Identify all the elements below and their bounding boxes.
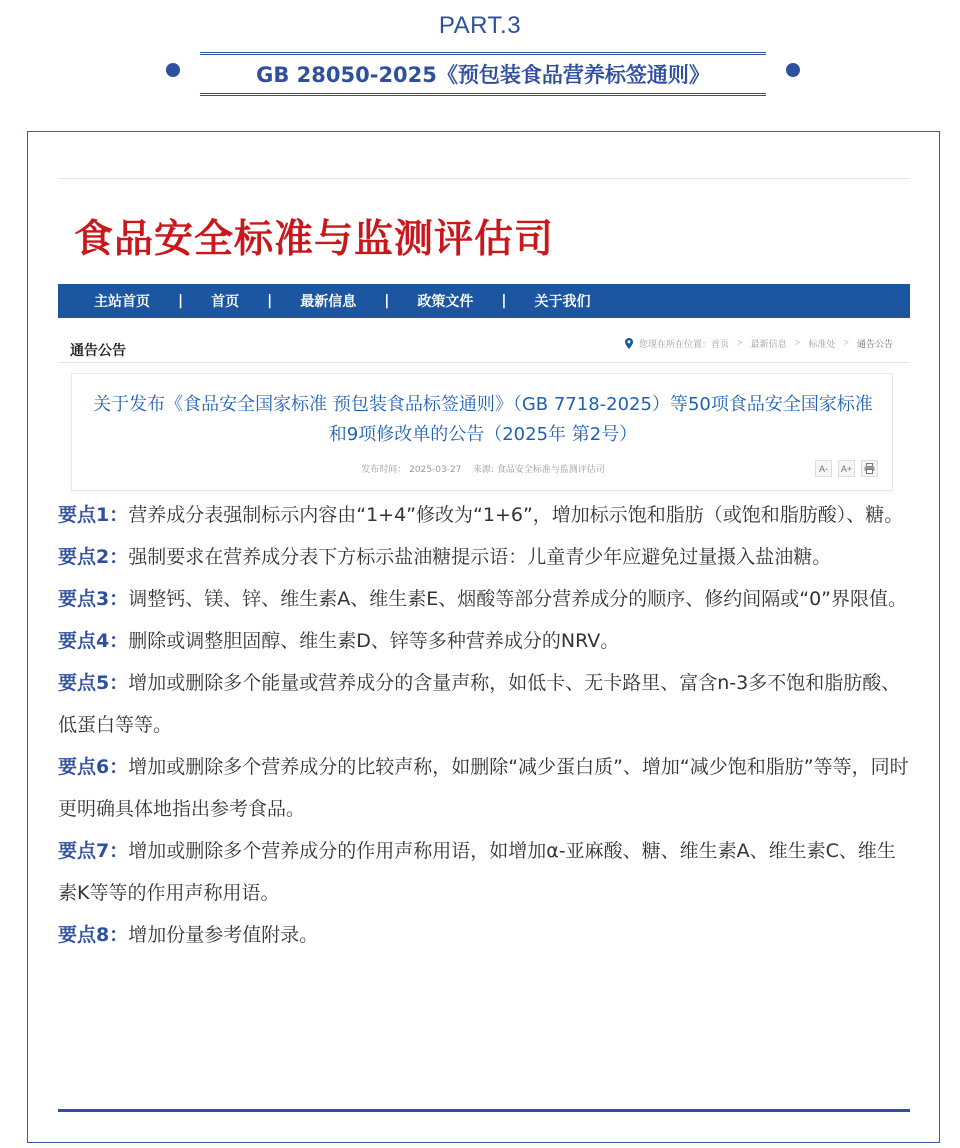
breadcrumb xyxy=(625,337,893,350)
font-increase-button[interactable]: A+ xyxy=(838,460,855,477)
publish-label: 发布时间： xyxy=(361,465,407,475)
breadcrumb-standards-dept[interactable]: 标准处 xyxy=(808,339,836,349)
key-point-label: 要点8： xyxy=(58,924,129,946)
article-tools xyxy=(815,460,878,477)
nav-separator: | xyxy=(384,293,390,309)
nav-item-about-us[interactable]: 关于我们 xyxy=(534,294,591,310)
source-label: 来源: xyxy=(472,465,494,475)
key-point xyxy=(58,536,914,578)
key-point-label: 要点7： xyxy=(58,840,129,862)
nav-item-main-site[interactable]: 主站首页 xyxy=(94,294,150,310)
bottom-divider xyxy=(58,1109,910,1112)
breadcrumb-prefix: 您现在所在位置： xyxy=(639,339,712,349)
nav-separator: | xyxy=(267,293,273,309)
key-point xyxy=(58,914,914,956)
bullet-dot-left xyxy=(166,63,180,77)
section-divider xyxy=(58,362,910,363)
key-point xyxy=(58,746,914,830)
key-point-label: 要点1： xyxy=(58,504,129,526)
breadcrumb-separator: > xyxy=(843,338,849,349)
standard-title-band xyxy=(200,52,766,96)
key-point xyxy=(58,494,914,536)
source-name: 食品安全标准与监测评估司 xyxy=(496,465,605,475)
part-label: PART.3 xyxy=(438,12,522,39)
publish-date: 2025-03-27 xyxy=(409,465,462,475)
nav-item-home[interactable]: 首页 xyxy=(211,294,240,310)
screenshot-top-divider xyxy=(58,178,910,179)
key-points-list xyxy=(58,494,914,956)
bullet-dot-right xyxy=(786,63,800,77)
key-point-label: 要点5： xyxy=(58,672,129,694)
key-point-label: 要点4： xyxy=(58,630,129,652)
key-point-label: 要点2： xyxy=(58,546,129,568)
site-title: 食品安全标准与监测评估司 xyxy=(74,217,555,262)
key-point-text: 删除或调整胆固醇、维生素D、锌等多种营养成分的NRV。 xyxy=(128,630,620,652)
print-button[interactable] xyxy=(861,460,878,477)
key-point-text: 增加或删除多个营养成分的作用声称用语，如增加α-亚麻酸、糖、维生素A、维生素C、维生素K等等的作用声称用语。 xyxy=(58,840,896,904)
nav-item-policy-docs[interactable]: 政策文件 xyxy=(417,294,474,310)
breadcrumb-separator: > xyxy=(737,338,743,349)
font-decrease-button[interactable]: A- xyxy=(815,460,832,477)
key-point xyxy=(58,620,914,662)
key-point-text: 调整钙、镁、锌、维生素A、维生素E、烟酸等部分营养成分的顺序、修约间隔或“0”界限值。 xyxy=(128,588,908,610)
breadcrumb-latest-info[interactable]: 最新信息 xyxy=(750,339,787,349)
print-icon xyxy=(864,463,875,474)
key-point xyxy=(58,830,914,914)
breadcrumb-current[interactable]: 通告公告 xyxy=(856,339,893,349)
location-pin-icon xyxy=(625,338,633,349)
article-card xyxy=(71,373,893,491)
key-point-label: 要点6： xyxy=(58,756,129,778)
key-point-label: 要点3： xyxy=(58,588,129,610)
nav-bar xyxy=(58,284,910,318)
nav-item-latest-info[interactable]: 最新信息 xyxy=(300,294,357,310)
key-point xyxy=(58,578,914,620)
nav-separator: | xyxy=(501,293,507,309)
nav-separator: | xyxy=(178,293,184,309)
standard-title: GB 28050-2025《预包装食品营养标签通则》 xyxy=(256,63,710,87)
key-point-text: 强制要求在营养成分表下方标示盐油糖提示语：儿童青少年应避免过量摄入盐油糖。 xyxy=(128,546,832,568)
section-heading: 通告公告 xyxy=(70,343,126,359)
key-point-text: 营养成分表强制标示内容由“1+4”修改为“1+6”，增加标示饱和脂肪（或饱和脂肪酸）、糖。 xyxy=(128,504,904,526)
key-point-text: 增加份量参考值附录。 xyxy=(128,924,319,946)
article-title[interactable]: 关于发布《食品安全国家标准 预包装食品标签通则》（GB 7718-2025）等50项食品安全国家标准和9项修改单的公告（2025年 第2号） xyxy=(93,394,873,445)
content-frame xyxy=(27,131,940,1143)
breadcrumb-separator: > xyxy=(794,338,801,349)
key-point xyxy=(58,662,914,746)
breadcrumb-home[interactable]: 首页 xyxy=(711,339,730,349)
article-meta xyxy=(72,462,894,475)
key-point-text: 增加或删除多个能量或营养成分的含量声称，如低卡、无卡路里、富含n-3多不饱和脂肪酸、低蛋白等等。 xyxy=(58,672,901,736)
key-point-text: 增加或删除多个营养成分的比较声称，如删除“减少蛋白质”、增加“减少饱和脂肪”等等，同时更明确具体地指出参考食品。 xyxy=(58,756,909,820)
